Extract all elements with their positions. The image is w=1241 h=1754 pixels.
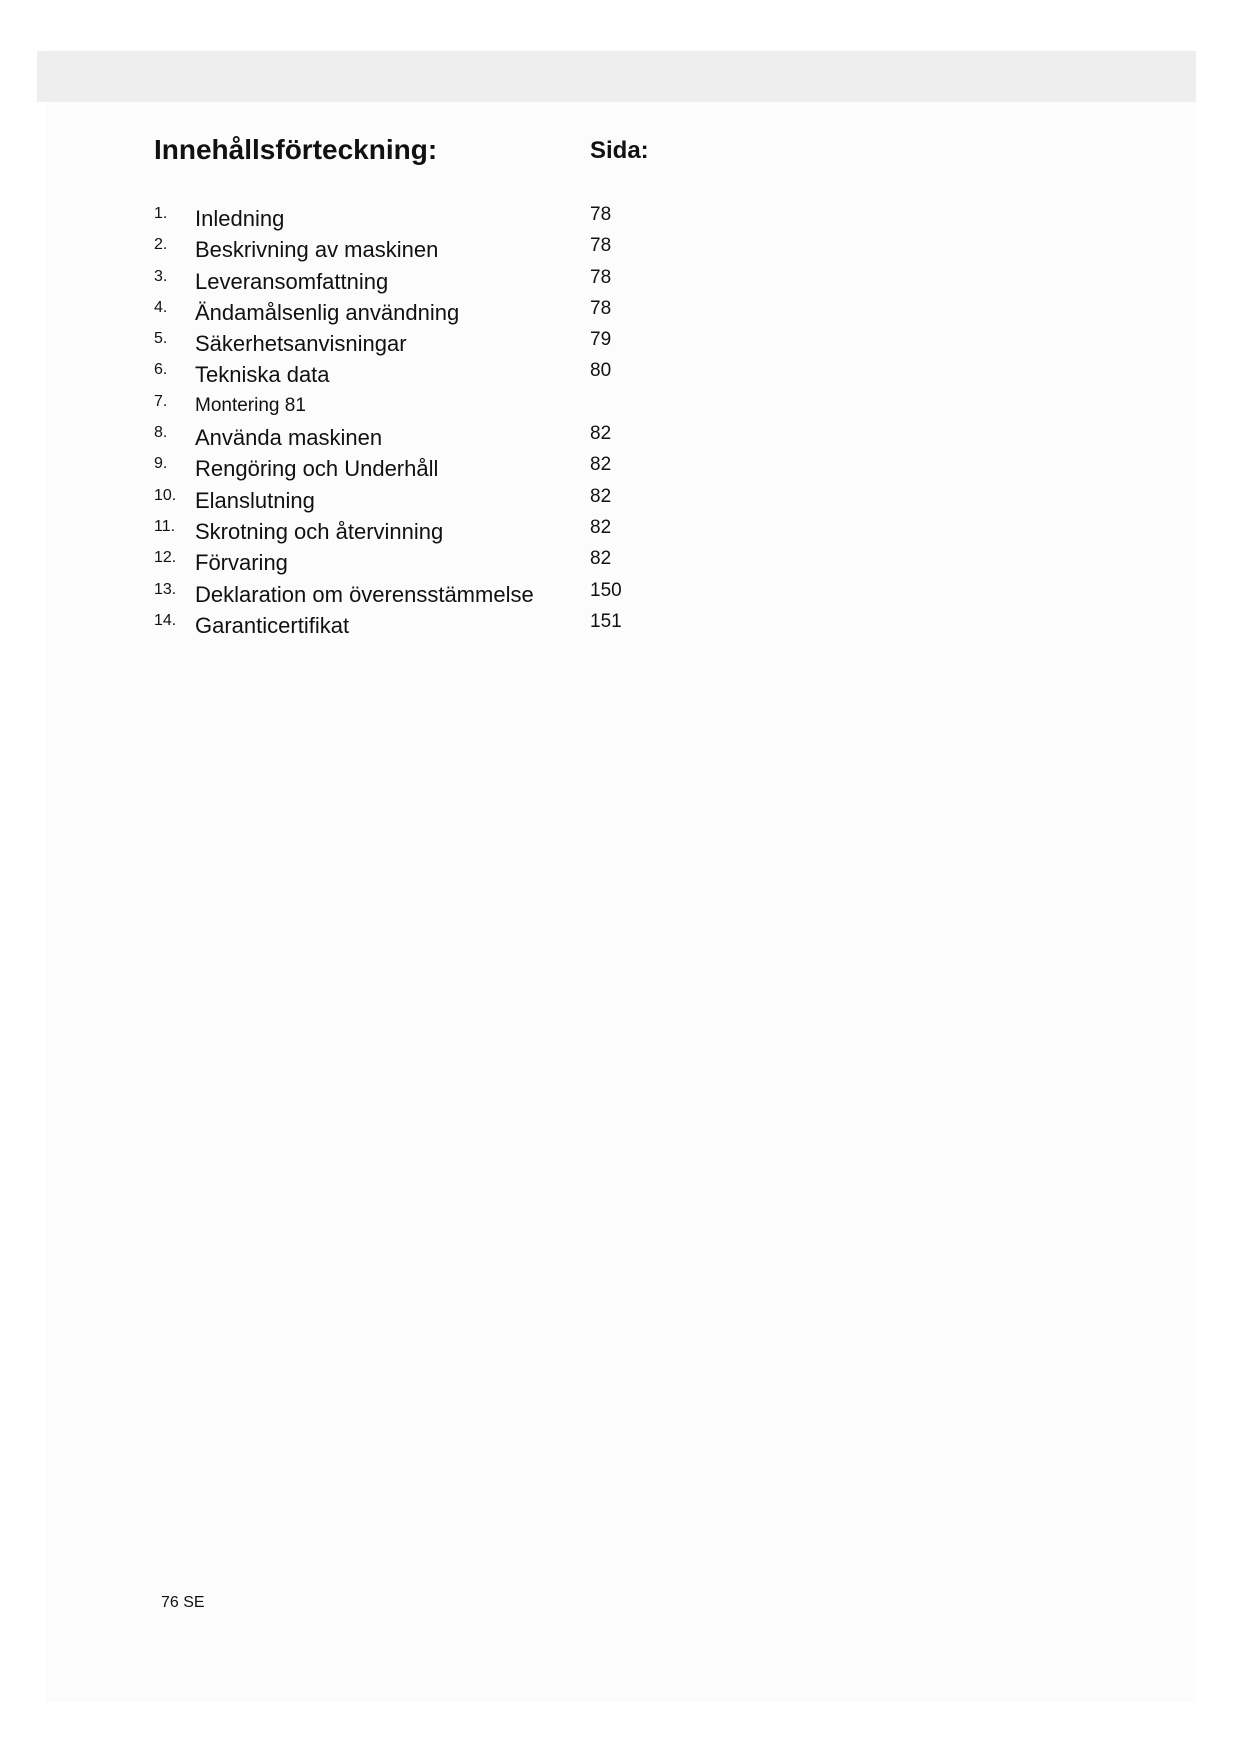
toc-row (154, 453, 714, 484)
toc-row (154, 328, 714, 359)
toc-label: Använda maskinen (195, 425, 383, 451)
toc-page-number: 80 (590, 360, 612, 382)
footer-page-number: 76 SE (161, 1594, 205, 1611)
toc-page-number: 150 (590, 579, 622, 601)
toc-page-number: 78 (590, 297, 612, 319)
toc-row (154, 422, 714, 453)
toc-page-number: 82 (590, 454, 612, 476)
toc-label: Deklaration om överensstämmelse (195, 581, 534, 607)
toc-row (154, 610, 714, 641)
toc-number: 4. (154, 298, 168, 316)
toc-row (154, 234, 714, 265)
toc-label: Garanticertifikat (195, 612, 350, 638)
toc-row (154, 547, 714, 578)
toc-label: Skrotning och återvinning (195, 518, 444, 544)
toc-number: 10. (154, 486, 177, 504)
toc-page-number: 82 (590, 516, 612, 538)
toc-page-number: 78 (590, 235, 612, 257)
toc-label: Leveransomfattning (195, 268, 389, 294)
toc-label: Ändamålsenlig användning (195, 299, 460, 325)
page-column-title: Sida: (590, 137, 649, 164)
toc-page-number: 151 (590, 610, 622, 632)
toc-label: Inledning (195, 206, 285, 231)
toc-number: 6. (154, 361, 168, 379)
toc-row (154, 266, 714, 297)
toc-number: 7. (154, 392, 168, 410)
toc-page-number: 79 (590, 329, 612, 351)
toc-number: 2. (154, 236, 168, 254)
toc-page-number: 78 (590, 204, 612, 225)
toc-number: 8. (154, 424, 168, 442)
toc-label: Elanslutning (195, 487, 315, 513)
toc-number: 12. (154, 549, 177, 567)
toc-number: 3. (154, 267, 168, 285)
toc-number: 14. (154, 611, 177, 629)
toc-label: Förvaring (195, 550, 288, 576)
toc-label: Rengöring och Underhåll (195, 456, 439, 482)
toc-number: 1. (154, 205, 168, 222)
toc-list (154, 203, 714, 641)
toc-row (154, 297, 714, 328)
toc-row (154, 579, 714, 610)
toc-number: 9. (154, 455, 168, 473)
toc-number: 5. (154, 330, 168, 348)
toc-row (154, 391, 714, 422)
toc-label: Tekniska data (195, 362, 330, 388)
toc-label: Beskrivning av maskinen (195, 237, 439, 263)
toc-label: Montering 81 (195, 394, 306, 416)
header-band (37, 51, 1196, 102)
toc-title: Innehållsförteckning: (154, 134, 438, 165)
toc-number: 11. (154, 517, 176, 535)
toc-number: 13. (154, 580, 177, 598)
toc-page-number: 78 (590, 266, 612, 288)
toc-row (154, 485, 714, 516)
toc-label: Säkerhetsanvisningar (195, 331, 407, 357)
toc-row (154, 203, 714, 234)
toc-page-number: 82 (590, 423, 612, 445)
toc-page-number: 82 (590, 548, 612, 570)
toc-page-number: 82 (590, 485, 612, 507)
toc-row (154, 516, 714, 547)
toc-row (154, 359, 714, 390)
